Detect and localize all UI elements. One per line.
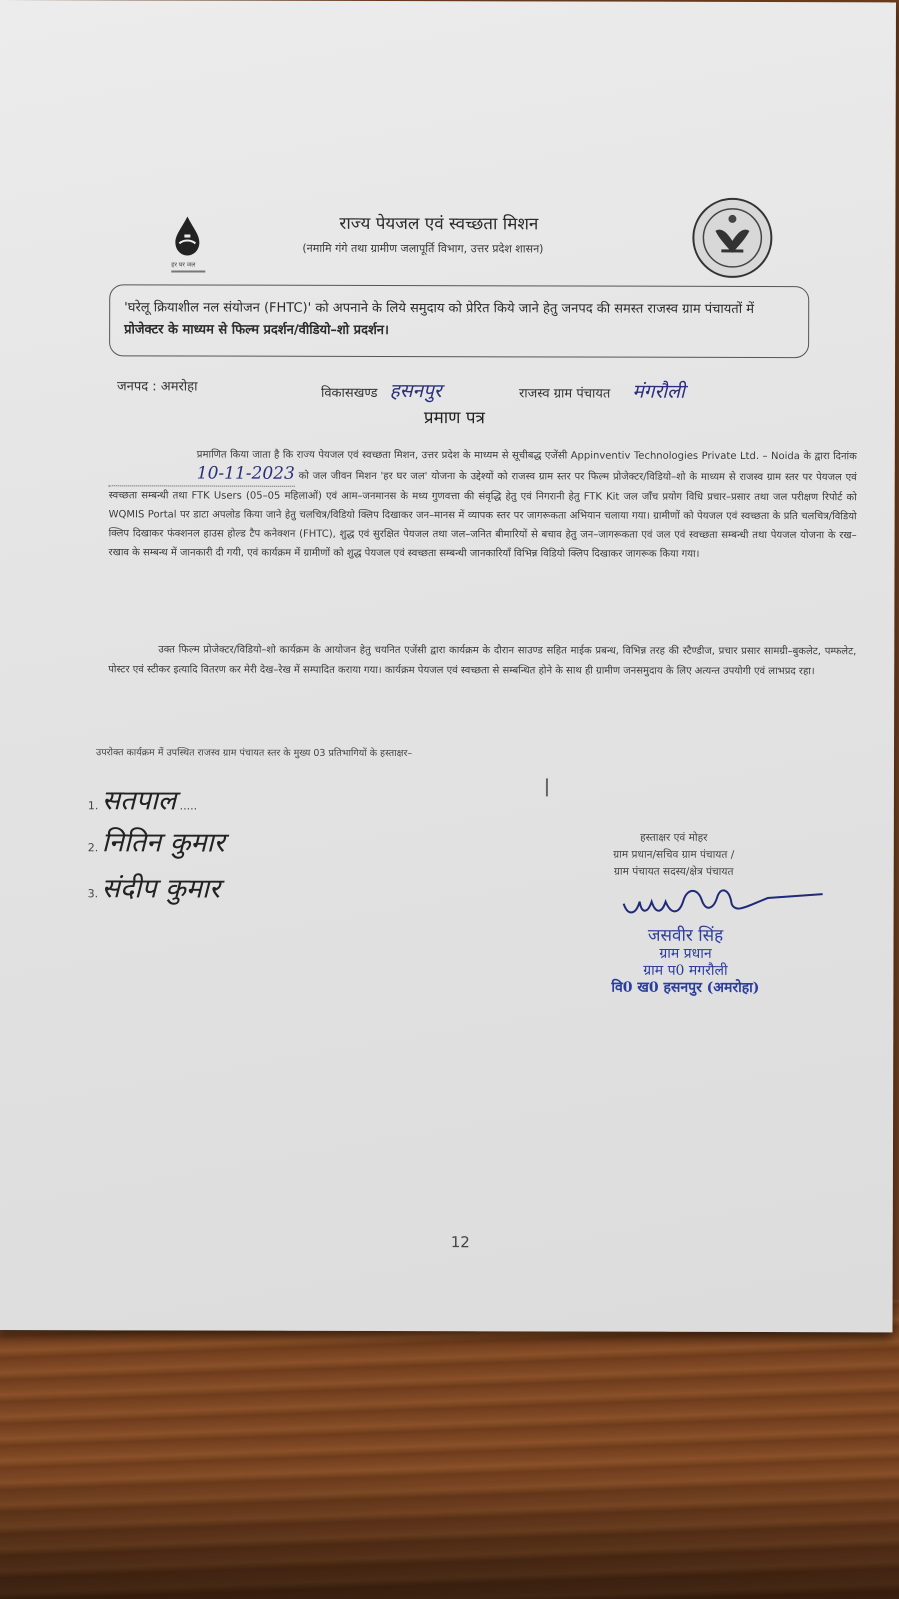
date-field xyxy=(109,464,295,486)
participant-signature-2 xyxy=(88,822,225,859)
gram-panchayat-field xyxy=(519,377,685,403)
certificate-heading: प्रमाण पत्र xyxy=(423,408,485,429)
desk-shadow xyxy=(0,1470,899,1599)
stamp-name: जसवीर सिंह xyxy=(647,925,724,946)
handwritten-signature xyxy=(618,884,828,923)
gram-panchayat-label: राजस्व ग्राम पंचायत xyxy=(518,386,611,402)
district-label: जनपद xyxy=(116,379,149,395)
certificate-body xyxy=(109,445,857,564)
district-value: : अमरोहा xyxy=(152,379,198,395)
body-paragraph-1a: प्रमाणित किया जाता है कि राज्य पेयजल एवं स्वच्छता मिशन, उत्तर प्रदेश के माध्यम से सूचीबद्ध एजेंसी Appinventiv Technologies Private Ltd. – Noida के द्वारा दिनांक xyxy=(196,449,857,463)
gram-panchayat-value: मंगरौली xyxy=(632,380,686,403)
signature-label-line-1: हस्ताक्षर एवं मोहर xyxy=(640,831,708,844)
participants-label: उपरोक्त कार्यक्रम में उपस्थित राजस्व ग्राम पंचायत स्तर के मुख्य 03 प्रतिभागियों के हस्ताक्षर– xyxy=(96,747,413,760)
certificate-body-2 xyxy=(108,640,856,682)
participant-number: 2. xyxy=(87,841,99,855)
banner-text: 'घरेलू क्रियाशील नल संयोजन (FHTC)' को अपनाने के लिये समुदाय को प्रेरित किये जाने हेतु जनपद की समस्त राजस्व ग्राम पंचायतों में xyxy=(124,300,755,317)
stamp-block: वि0 ख0 हसनपुर (अमरोहा) xyxy=(611,979,760,996)
stamp-village: ग्राम प0 मगरौली xyxy=(643,962,728,979)
department-subtitle: (नमामि गंगे तथा ग्रामीण जलापूर्ति विभाग, उत्तर प्रदेश शासन) xyxy=(302,241,544,256)
district-field xyxy=(117,376,198,394)
page-number: 12 xyxy=(450,1233,470,1252)
participant-name: संदीप कुमार xyxy=(101,873,221,905)
block-label: विकासखण्ड xyxy=(320,385,378,401)
logo-caption: हर घर जल xyxy=(171,261,196,269)
block-field xyxy=(321,377,442,403)
participant-name: सतपाल xyxy=(101,785,177,817)
participant-name: नितिन कुमार xyxy=(101,827,225,859)
banner-bold-text: प्रोजेक्टर के माध्यम से फिल्म प्रदर्शन/वीडियो–शो प्रदर्शन। xyxy=(124,322,389,339)
mission-title: राज्य पेयजल एवं स्वच्छता मिशन xyxy=(339,213,539,235)
date-value: 10-11-2023 xyxy=(196,463,295,484)
signature-label-line-2: ग्राम प्रधान/सचिव ग्राम पंचायत / xyxy=(613,848,735,861)
uttar-pradesh-emblem-icon xyxy=(691,197,773,279)
body-paragraph-1b: को जल जीवन मिशन 'हर घर जल' योजना के उद्देश्यों को राजस्व ग्राम स्तर पर फिल्म प्रोजेक्टर/विडियो–शो के माध्यम से राजस्व ग्राम स्तर पर पेयजल एवं स्वच्छता सम्बन्धी तथा FTK Users (05–05 महिलाओं) एवं आम–जनमानस के मध्य गुणवत्ता की संवृद्धि हेतु एवं निगरानी हेतु FTK Kit जल जाँच प्रयोग विधि प्रचार–प्रसार तथा जल परीक्षण रिपोर्ट को WQMIS Portal पर डाटा अपलोड किया जाने हेतु चलचित्र/विडियो क्लिप दिखाकर जन–मानस में व्यापक स्तर पर जागरूकता अभियान चलाया गया। ग्रामीणों को पेयजल एवं स्वच्छता के प्रति चलचित्र/विडियो क्लिप दिखाकर फंक्शनल हाउस होल्ड टैप कनेक्शन (FHTC), शुद्ध एवं सुरक्षित पेयजल तथा जल–जनित बीमारियों से बचाव हेतु जन–जागरूकता एवं जल एवं स्वच्छता सम्बन्धी तथा पेयजल योजना के रख–रखाव के सम्बन्ध में जानकारी दी गयी, एवं कार्यक्रम में ग्रामीणों को शुद्ध पेयजल एवं स्वच्छता सम्बन्धी जानकारियाँ विभिन्न विडियो क्लिप दिखाकर जागरूक किया गया। xyxy=(108,470,857,560)
participant-signature-3 xyxy=(88,868,221,905)
participant-number: 3. xyxy=(87,887,99,901)
water-drop-logo-icon xyxy=(167,212,239,280)
program-banner xyxy=(109,284,809,358)
pen-mark xyxy=(546,778,548,796)
official-stamp xyxy=(565,925,805,997)
signature-label xyxy=(554,829,794,881)
stamp-role: ग्राम प्रधान xyxy=(659,945,712,962)
participant-number: 1. xyxy=(87,799,99,813)
participant-signature-1: 1. सतपाल ..... xyxy=(87,785,198,817)
block-value: हसनपुर xyxy=(389,380,442,403)
body-paragraph-2: उक्त फिल्म प्रोजेक्टर/विडियो–शो कार्यक्रम के आयोजन हेतु चयनित एजेंसी द्वारा कार्यक्रम के दौरान साउण्ड सहित माईक प्रबन्ध, विभिन्न तरह की स्टैण्डीज, प्रचार प्रसार सामग्री–बुकलेट, पम्फलेट, पोस्टर एवं स्टीकर इत्यादि वितरण कर मेरी देख–रेख में सम्पादित कराया गया। कार्यक्रम पेयजल एवं स्वच्छता से सम्बन्धित होने के साथ ही ग्रामीण जनसमुदाय के लिए अत्यन्त उपयोगी एवं लाभप्रद रहा। xyxy=(108,644,857,678)
signature-label-line-3: ग्राम पंचायत सदस्य/क्षेत्र पंचायत xyxy=(613,865,734,878)
